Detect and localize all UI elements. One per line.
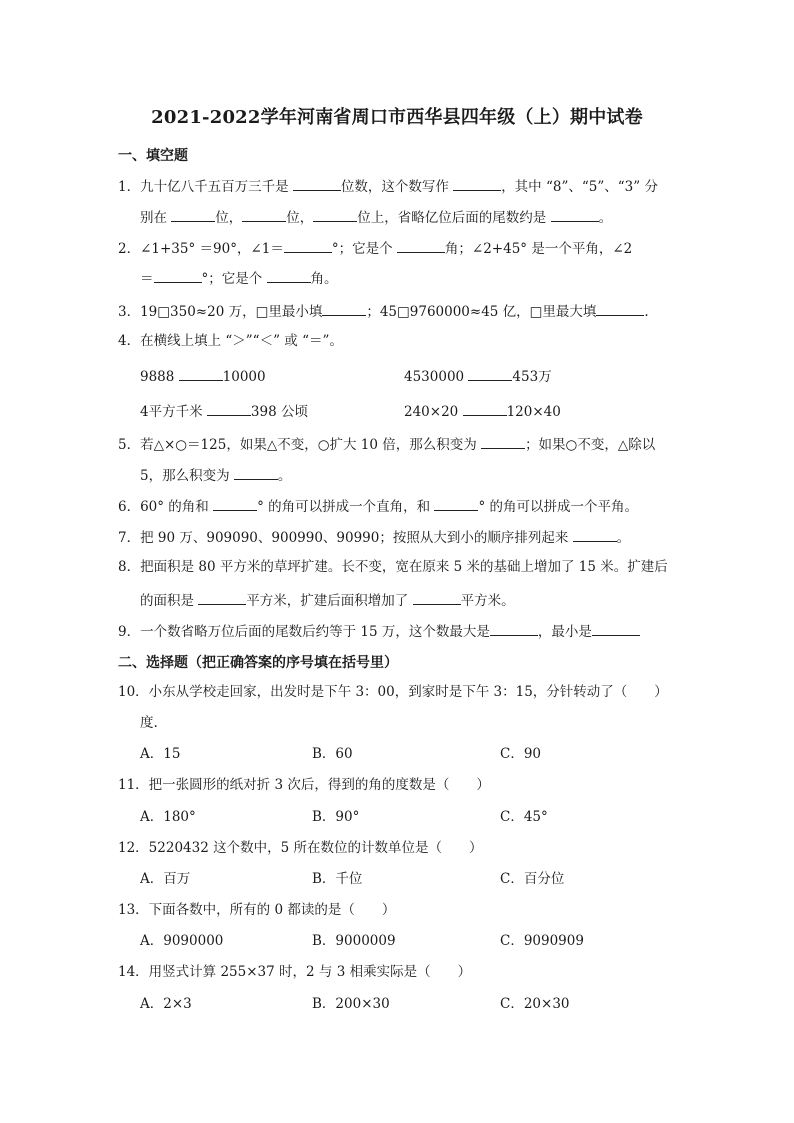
compare-left: 4平方千米 [140,404,203,420]
answer-blank[interactable] [413,590,461,605]
answer-blank[interactable] [179,366,223,381]
option-b[interactable]: B．千位 [312,871,363,887]
option-c[interactable]: C．百分位 [500,871,565,887]
question-4: 4．在横线上填上 “＞”“＜” 或 “＝”。 [118,333,343,349]
compare-left: 4530000 [404,369,465,385]
compare-right: 453万 [512,369,552,385]
question-text: 的面积是 [140,593,194,609]
question-5-line-1 [118,434,655,454]
option-b[interactable]: B．60 [312,746,353,762]
answer-blank[interactable] [434,496,478,511]
compare-item-1 [140,366,266,386]
compare-left: 240×20 [404,404,459,420]
question-text: ；45□9760000≈45 亿，□里最大填 [366,304,597,320]
question-text: 。 [277,468,292,484]
question-text: 。 [616,530,631,546]
question-text: . [644,304,649,320]
answer-blank[interactable] [284,238,332,253]
compare-item-4 [404,401,561,421]
answer-blank[interactable] [453,176,501,191]
question-text: 角。 [310,271,338,287]
answer-blank[interactable] [207,401,251,416]
question-text: 位上，省略亿位后面的尾数约是 [357,210,547,226]
answer-blank[interactable] [481,434,525,449]
question-text: ＝ [140,271,154,287]
question-8-line-1: 8．把面积是 80 平方米的草坪扩建。长不变，宽在原来 5 米的基础上增加了 15 米。扩建后 [118,559,668,575]
question-text: 7．把 90 万、909090、900990、90990；按照从大到小的顺序排列起来 [118,530,569,546]
option-c[interactable]: C．90 [500,746,542,762]
page-title: 2021-2022学年河南省周口市西华县四年级（上）期中试卷 [151,107,643,128]
question-text: 6．60° 的角和 [118,499,209,515]
answer-blank[interactable] [551,207,599,222]
answer-blank[interactable] [463,401,507,416]
question-text: 位， [215,210,243,226]
answer-blank[interactable] [322,301,366,316]
question-text: 9．一个数省略万位后面的尾数后约等于 15 万，这个数最大是 [118,624,490,640]
question-8-line-2 [140,590,515,610]
question-5-line-2 [140,465,291,485]
question-2-line-1 [118,238,632,258]
option-a[interactable]: A．180° [140,809,196,825]
question-13: 13．下面各数中，所有的 0 都读的是（ ） [118,902,396,918]
answer-blank[interactable] [171,207,215,222]
option-b[interactable]: B．9000009 [312,933,396,949]
answer-blank[interactable] [596,301,644,316]
answer-blank[interactable] [198,590,246,605]
question-12: 12．5220432 这个数中，5 所在数位的计数单位是（ ） [118,840,483,856]
question-text: ，其中 “8”、“5”、“3” 分 [501,179,658,195]
question-10-line-2: 度. [140,715,158,731]
question-14: 14．用竖式计算 255×37 时，2 与 3 相乘实际是（ ） [118,964,472,980]
option-b[interactable]: B．200×30 [312,996,390,1012]
question-text: 2．∠1+35° ＝90°，∠1＝ [118,241,284,257]
answer-blank[interactable] [242,207,286,222]
question-6 [118,496,638,516]
option-a[interactable]: A．15 [140,746,181,762]
question-text: °；它是个 [201,271,263,287]
question-text: ；如果○不变，△除以 [525,437,656,453]
compare-item-2 [404,366,552,386]
answer-blank[interactable] [397,238,445,253]
compare-right: 398 公顷 [250,404,308,420]
compare-item-3 [140,401,308,421]
compare-left: 9888 [140,369,175,385]
question-9 [118,621,640,641]
question-text: 5．若△×○＝125，如果△不变，○扩大 10 倍，那么积变为 [118,437,477,453]
question-text: 平方米。 [460,593,515,609]
option-c[interactable]: C．20×30 [500,996,570,1012]
question-text: ° 的角可以拼成一个直角，和 [257,499,431,515]
option-a[interactable]: A．9090000 [140,933,224,949]
compare-right: 120×40 [506,404,561,420]
question-10-line-1: 10．小东从学校走回家，出发时是下午 3：00，到家时是下午 3：15，分针转动了（ ） [118,684,668,700]
section-fill-in: 一、填空题 [118,148,188,164]
question-text: 平方米，扩建后面积增加了 [246,593,409,609]
question-text: 位， [286,210,314,226]
option-c[interactable]: C．45° [500,809,548,825]
question-text: °；它是个 [331,241,393,257]
question-text: ° 的角可以拼成一个平角。 [478,499,638,515]
question-text: 5，那么积变为 [140,468,230,484]
answer-blank[interactable] [573,527,617,542]
answer-blank[interactable] [293,176,341,191]
option-b[interactable]: B．90° [312,809,360,825]
option-c[interactable]: C．9090909 [500,933,584,949]
question-2-line-2 [140,268,338,288]
question-text: ，最小是 [537,624,592,640]
question-11: 11．把一张圆形的纸对折 3 次后，得到的角的度数是（ ） [118,777,490,793]
answer-blank[interactable] [267,268,311,283]
answer-blank[interactable] [234,465,278,480]
answer-blank[interactable] [154,268,202,283]
compare-right: 10000 [222,369,266,385]
question-7 [118,527,630,547]
answer-blank[interactable] [490,621,538,636]
question-1-line-1 [118,176,658,196]
section-multiple-choice: 二、选择题（把正确答案的序号填在括号里） [118,655,398,671]
answer-blank[interactable] [468,366,512,381]
answer-blank[interactable] [592,621,640,636]
question-text: 角；∠2+45° 是一个平角，∠2 [444,241,633,257]
question-text: 。 [598,210,613,226]
answer-blank[interactable] [313,207,357,222]
question-text: 别在 [140,210,167,226]
question-text: 1．九十亿八千五百万三千是 [118,179,289,195]
option-a[interactable]: A．2×3 [140,996,192,1012]
question-text: 3．19□350≈20 万，□里最小填 [118,304,323,320]
question-3 [118,301,649,321]
question-1-line-2 [140,207,612,227]
answer-blank[interactable] [213,496,257,511]
option-a[interactable]: A．百万 [140,871,191,887]
question-text: 位数，这个数写作 [340,179,449,195]
